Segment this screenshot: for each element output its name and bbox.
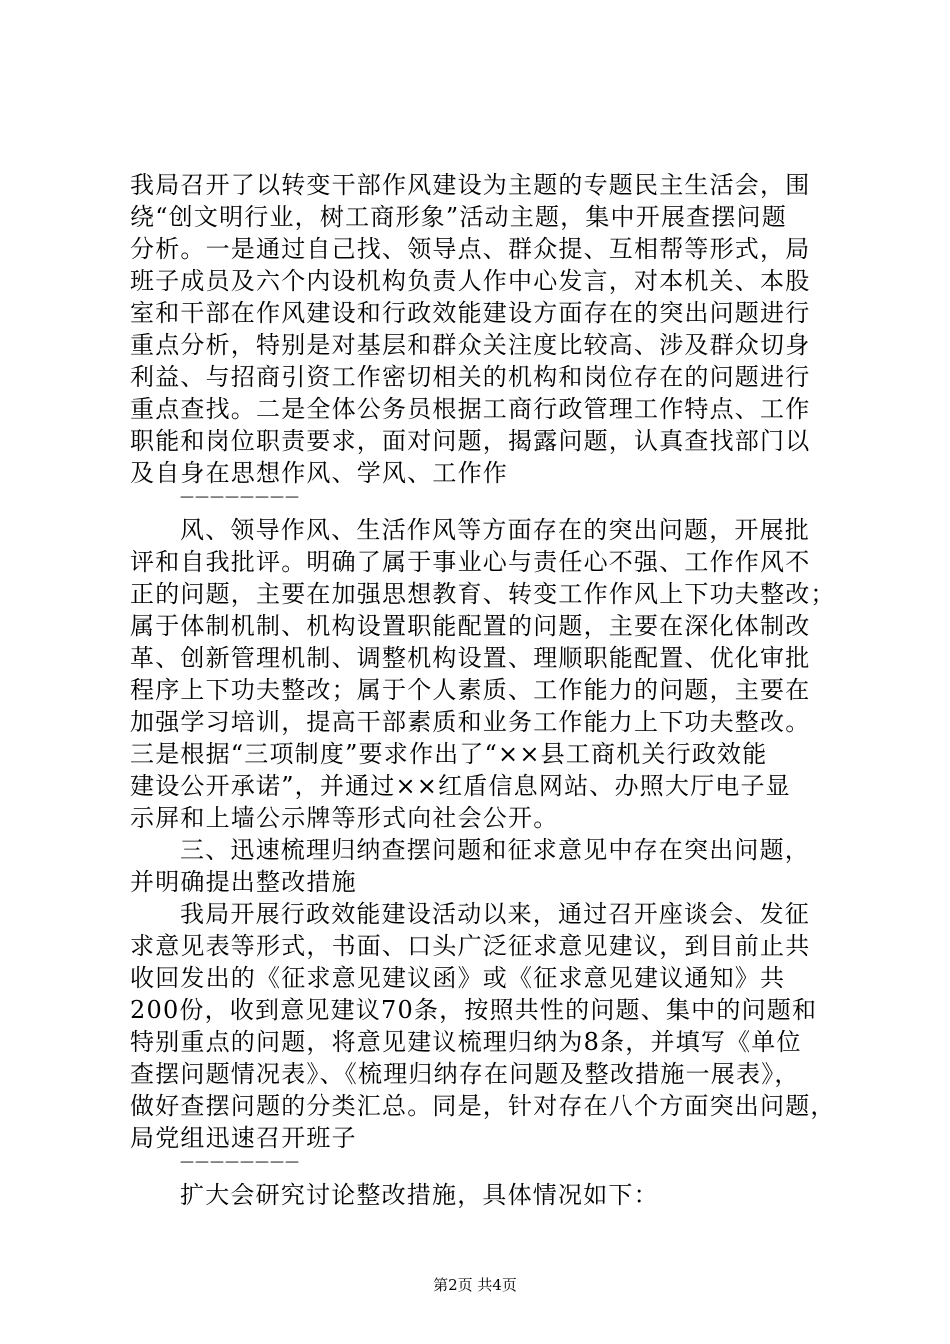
paragraph3-line: 我局开展行政效能建设活动以来，通过召开座谈会、发征: [180, 900, 810, 928]
paragraph2-line: 加强学习培训，提高干部素质和业务工作能力上下功夫整改。: [130, 708, 811, 736]
paragraph1-line: 班子成员及六个内设机构负责人作中心发言，对本机关、本股: [130, 267, 811, 295]
paragraph1-line: 绕“创文明行业，树工商形象”活动主题，集中开展查摆问题: [130, 203, 787, 231]
paragraph3-line: 收回发出的《征求意见建议函》或《征求意见建议通知》共: [130, 964, 786, 992]
paragraph3-line: 做好查摆问题的分类汇总。同是，针对存在八个方面突出问题，: [130, 1092, 836, 1120]
paragraph1-line: 我局召开了以转变干部作风建设为主题的专题民主生活会，围: [130, 171, 811, 199]
section-heading: 三、迅速梳理归纳查摆问题和征求意见中存在突出问题，: [180, 836, 810, 864]
paragraph2-line: 三是根据“三项制度”要求作出了“××县工商机关行政效能: [130, 740, 768, 768]
paragraph3-line: 200份，收到意见建议70条，按照共性的问题、集中的问题和: [130, 996, 818, 1024]
page-number-footer: 第2页 共4页: [433, 1276, 517, 1294]
paragraph2-line: 程序上下功夫整改；属于个人素质、工作能力的问题，主要在: [130, 676, 811, 704]
paragraph2-line: 示屏和上墙公示牌等形式向社会公开。: [130, 804, 559, 832]
paragraph1-line: 利益、与招商引资工作密切相关的机构和岗位存在的问题进行: [130, 363, 811, 391]
paragraph1-line: 及自身在思想作风、学风、工作作: [130, 459, 508, 487]
paragraph3-line: 查摆问题情况表》、《梳理归纳存在问题及整改措施一展表》，: [130, 1060, 800, 1088]
paragraph1-line: 职能和岗位职责要求，面对问题，揭露问题，认真查找部门以: [130, 427, 811, 455]
page-break-separator: ————————: [180, 489, 300, 505]
paragraph2-line: 正的问题，主要在加强思想教育、转变工作作风上下功夫整改；: [130, 580, 836, 608]
paragraph1-line: 重点分析，特别是对基层和群众关注度比较高、涉及群众切身: [130, 331, 811, 359]
paragraph2-line: 属于体制机制、机构设置职能配置的问题，主要在深化体制改: [130, 612, 811, 640]
paragraph4-line: 扩大会研究讨论整改措施，具体情况如下：: [180, 1181, 659, 1209]
section-heading: 并明确提出整改措施: [130, 868, 357, 896]
paragraph3-line: 特别重点的问题，将意见建议梳理归纳为8条，并填写《单位: [130, 1028, 802, 1056]
paragraph3-line: 局党组迅速召开班子: [130, 1124, 357, 1152]
paragraph2-line: 风、领导作风、生活作风等方面存在的突出问题，开展批: [180, 516, 810, 544]
paragraph1-line: 分析。一是通过自己找、领导点、群众提、互相帮等形式，局: [130, 235, 811, 263]
paragraph2-line: 建设公开承诺”，并通过××红盾信息网站、办照大厅电子显: [130, 772, 791, 800]
paragraph2-line: 革、创新管理机制、调整机构设置、理顺职能配置、优化审批: [130, 644, 811, 672]
paragraph1-line: 室和干部在作风建设和行政效能建设方面存在的突出问题进行: [130, 299, 811, 327]
paragraph3-line: 求意见表等形式，书面、口头广泛征求意见建议，到目前止共: [130, 932, 811, 960]
paragraph2-line: 评和自我批评。明确了属于事业心与责任心不强、工作作风不: [130, 548, 811, 576]
paragraph1-line: 重点查找。二是全体公务员根据工商行政管理工作特点、工作: [130, 395, 811, 423]
page-break-separator: ————————: [180, 1154, 300, 1170]
